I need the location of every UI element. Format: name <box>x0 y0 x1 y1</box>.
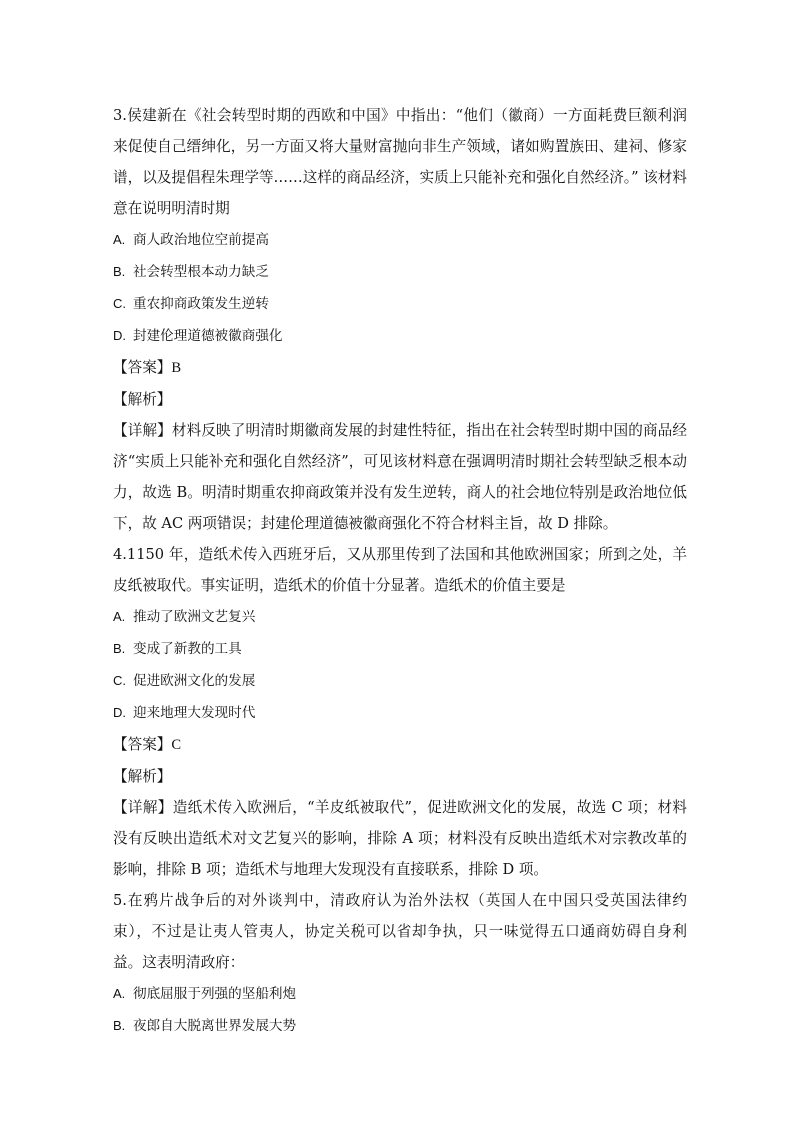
answer-line <box>113 352 687 384</box>
answer-tag: 【答案】 <box>113 359 172 376</box>
question-stem: 5.在鸦片战争后的对外谈判中，清政府认为治外法权（英国人在中国只受英国法律约束），不过是让夷人管夷人，协定关税可以省却争执，只一味觉得五口通商妨碍自身利益。这表明清政府： <box>113 892 687 971</box>
option-letter: B. <box>113 1018 126 1033</box>
detail-paragraph <box>113 415 687 539</box>
option-text: 商人政治地位空前提高 <box>133 232 269 248</box>
detail-text: 造纸术传入欧洲后，“羊皮纸被取代”，促进欧洲文化的发展，故选 C 项；材料没有反映出造纸术对文艺复兴的影响，排除 A 项；材料没有反映出造纸术对宗教改革的影响，排除 B 项；造纸术与地理大发现没有直接联系，排除 D 项。 <box>113 799 687 878</box>
question-5 <box>113 885 687 1042</box>
analysis-tag: 【解析】 <box>113 768 172 785</box>
option-a <box>113 224 687 256</box>
option-c <box>113 288 687 320</box>
analysis-tag: 【解析】 <box>113 391 172 408</box>
option-d <box>113 320 687 352</box>
document-content <box>113 100 687 1042</box>
answer-value: C <box>171 737 182 753</box>
option-text: 封建伦理道德被徽商强化 <box>133 328 283 344</box>
detail-tag: 【详解】 <box>113 799 173 816</box>
option-text: 夜郎自大脱离世界发展大势 <box>133 1018 297 1034</box>
answer-tag: 【答案】 <box>113 736 172 753</box>
detail-paragraph <box>113 792 687 885</box>
question-stem: 3.侯建新在《社会转型时期的西欧和中国》中指出：“他们（徽商）一方面耗费巨额利润来促使自己缙绅化，另一方面又将大量财富抛向非生产领域，诸如购置族田、建祠、修家谱，以及提倡程朱理学等……这样的商品经济，实质上只能补充和强化自然经济。” 该材料意在说明明清时期 <box>113 107 687 217</box>
option-d <box>113 697 687 729</box>
option-letter: D. <box>113 705 126 720</box>
option-c <box>113 665 687 697</box>
option-text: 彻底屈服于列强的坚船利炮 <box>133 986 297 1002</box>
answer-line <box>113 729 687 761</box>
option-letter: A. <box>113 232 126 247</box>
question-stem: 4.1150 年，造纸术传入西班牙后，又从那里传到了法国和其他欧洲国家；所到之处，羊皮纸被取代。事实证明，造纸术的价值十分显著。造纸术的价值主要是 <box>113 546 687 594</box>
option-text: 推动了欧洲文艺复兴 <box>133 609 256 625</box>
question-4 <box>113 539 687 885</box>
option-text: 重农抑商政策发生逆转 <box>133 296 269 312</box>
option-letter: B. <box>113 264 126 279</box>
option-b <box>113 633 687 665</box>
answer-value: B <box>171 360 182 376</box>
option-text: 促进欧洲文化的发展 <box>133 673 256 689</box>
question-3 <box>113 100 687 539</box>
option-b <box>113 256 687 288</box>
detail-tag: 【详解】 <box>113 422 172 439</box>
option-a <box>113 978 687 1010</box>
option-text: 社会转型根本动力缺乏 <box>133 264 269 280</box>
option-text: 迎来地理大发现时代 <box>133 705 256 721</box>
option-letter: B. <box>113 641 126 656</box>
detail-text: 材料反映了明清时期徽商发展的封建性特征，指出在社会转型时期中国的商品经济“实质上只能补充和强化自然经济”，可见该材料意在强调明清时期社会转型缺乏根本动力，故选 B。明清时期重农抑商政策并没有发生逆转，商人的社会地位特别是政治地位低下，故 AC 两项错误；封建伦理道德被徽商强化不符合材料主旨，故 D 排除。 <box>113 422 687 532</box>
option-a <box>113 601 687 633</box>
option-letter: C. <box>113 296 126 311</box>
option-text: 变成了新教的工具 <box>133 641 242 657</box>
option-b <box>113 1010 687 1042</box>
option-letter: A. <box>113 609 126 624</box>
option-letter: A. <box>113 986 126 1001</box>
option-letter: C. <box>113 673 126 688</box>
option-letter: D. <box>113 328 126 343</box>
